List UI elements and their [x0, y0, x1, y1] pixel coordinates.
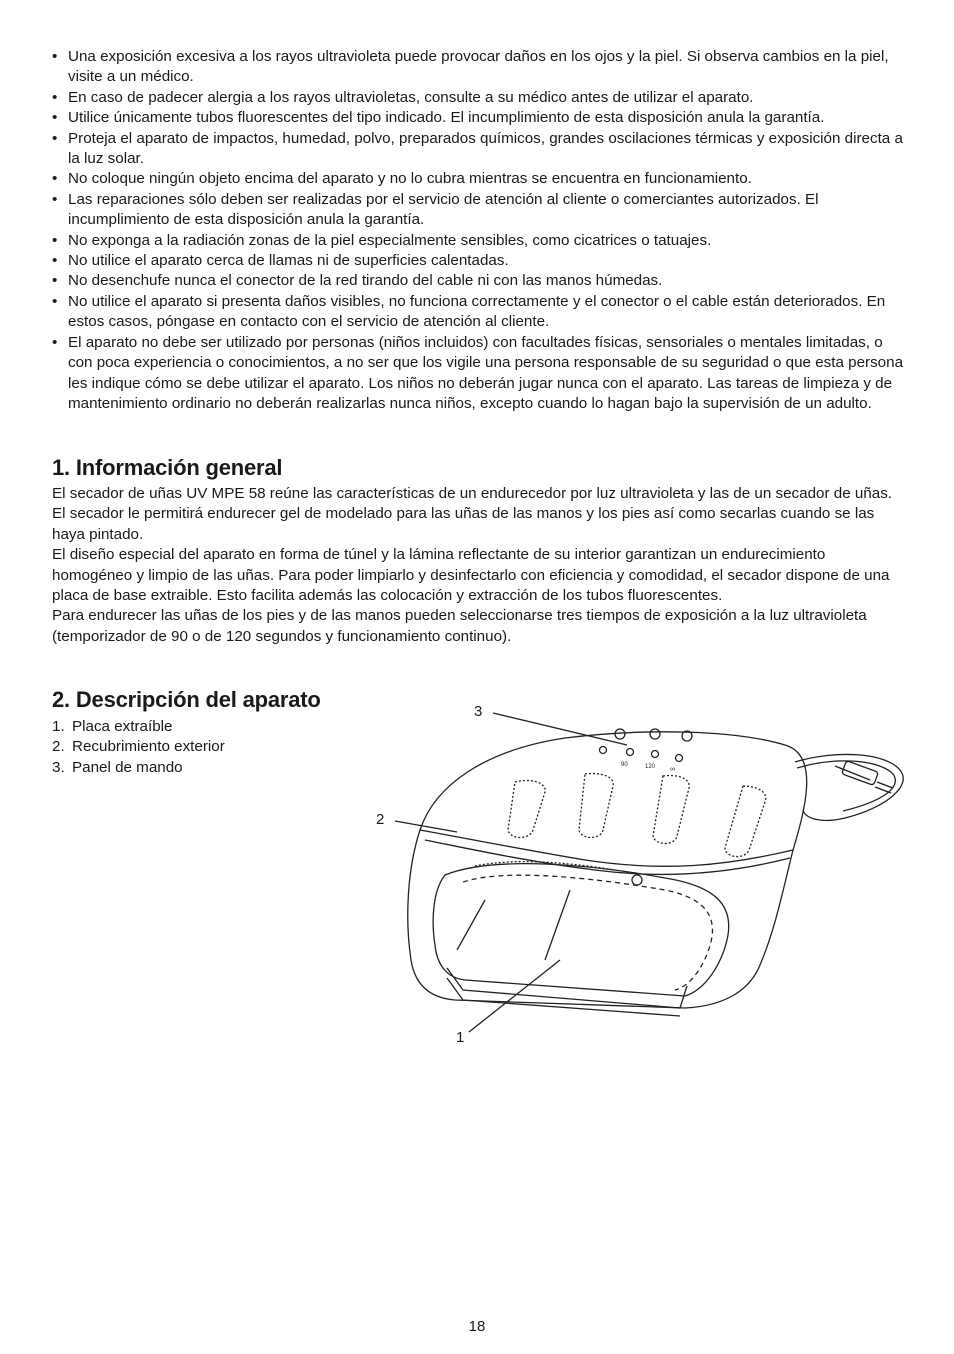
nail-guides-drawing — [508, 774, 766, 857]
part-number: 3. — [52, 758, 65, 776]
page-number: 18 — [468, 1318, 486, 1335]
paragraph: Para endurecer las uñas de los pies y de las manos pueden seleccionarse tres tiempos de exposición a la luz ultravioleta (temporizador de 90 o de 120 segundos y funcionamiento continuo). — [52, 607, 867, 645]
base-plate-drawing — [447, 890, 687, 1016]
parts-list — [52, 717, 225, 778]
safety-bullet: • El aparato no debe ser utilizado por personas (niños incluidos) con facultades físicas, sensoriales o mentales limitadas, o con poca experiencia o conocimientos, a no ser que los vigile una persona responsable de su seguridad o que esta persona les indique cómo se debe utilizar el aparato. Los niños no deberán jugar nunca con el aparato. Las tareas de limpieza y de mantenimiento ordinario no deberán realizarlas nunca niños, excepto cuando lo hagan bajo la supervisión de un adulto. — [52, 333, 904, 415]
part-label: Placa extraíble — [72, 718, 173, 735]
paragraph: El secador le permitirá endurecer gel de modelado para las uñas de las manos y los pies así como secarlas cuando se las haya pintado. — [52, 505, 875, 543]
tunnel-opening-drawing — [433, 862, 729, 996]
part-label: Panel de mando — [72, 758, 183, 776]
panel-label: 90 — [621, 762, 628, 768]
part-item — [52, 758, 225, 778]
safety-bullet: • Proteja el aparato de impactos, humedad, polvo, preparados químicos, grandes oscilaciones térmicas y exposición directa a la luz solar. — [52, 129, 904, 170]
safety-bullet-list — [52, 47, 904, 414]
part-item — [52, 717, 225, 737]
nail-dryer-illustration — [365, 690, 925, 1050]
safety-bullet: • No desenchufe nunca el conector de la red tirando del cable ni con las manos húmedas. — [52, 271, 904, 291]
safety-bullet: • No utilice el aparato si presenta daños visibles, no funciona correctamente y el conector o el cable están deteriorados. En estos casos, póngase en contacto con el servicio de atención al cliente. — [52, 292, 904, 333]
callout-number-1: 1 — [456, 1029, 465, 1046]
safety-bullet: • Las reparaciones sólo deben ser realizadas por el servicio de atención al cliente o comerciantes autorizados. El incumplimiento de esta disposición anula la garantía. — [52, 190, 904, 231]
panel-label: 120 — [645, 764, 656, 770]
outer-housing-drawing — [408, 732, 807, 1008]
paragraph: El diseño especial del aparato en forma de túnel y la lámina reflectante de su interior garantizan un endurecimiento homogéneo y limpio de las uñas. Para poder limpiarlo y desinfectarlo con eficiencia y comodidad, el secador dispone de una placa de base extraible. Esto facilita además las colocación y extracción de los tubos fluorescentes. — [52, 546, 890, 605]
paragraph: El secador de uñas UV MPE 58 reúne las características de un endurecedor por luz ultravioleta y las de un secador de uñas. — [52, 485, 893, 502]
part-label: Recubrimiento exterior — [72, 738, 225, 756]
safety-bullet: • No utilice el aparato cerca de llamas ni de superficies calentadas. — [52, 251, 904, 271]
callout-lines — [395, 713, 627, 1032]
safety-bullet: • No exponga a la radiación zonas de la piel especialmente sensibles, como cicatrices o tatuajes. — [52, 231, 904, 251]
panel-label: ∞ — [670, 766, 675, 773]
section-heading-device-description: 2. Descripción del aparato — [52, 687, 321, 712]
callout-number-3: 3 — [474, 703, 483, 720]
control-panel-drawing — [600, 729, 693, 773]
part-number: 2. — [52, 738, 65, 756]
safety-bullet: • Utilice únicamente tubos fluorescentes del tipo indicado. El incumplimiento de esta disposición anula la garantía. — [52, 108, 904, 128]
power-cable-drawing — [795, 754, 903, 820]
section-heading-general-info: 1. Información general — [52, 455, 283, 480]
safety-bullet: • En caso de padecer alergia a los rayos ultravioletas, consulte a su médico antes de utilizar el aparato. — [52, 88, 904, 108]
safety-bullet: • Una exposición excesiva a los rayos ultravioleta puede provocar daños en los ojos y la piel. Si observa cambios en la piel, visite a un médico. — [52, 47, 904, 88]
safety-bullet: • No coloque ningún objeto encima del aparato y no lo cubra mientras se encuentra en funcionamiento. — [52, 169, 904, 189]
part-number: 1. — [52, 718, 65, 735]
callout-number-2: 2 — [376, 811, 385, 828]
general-info-text — [52, 484, 904, 647]
part-item — [52, 737, 225, 757]
